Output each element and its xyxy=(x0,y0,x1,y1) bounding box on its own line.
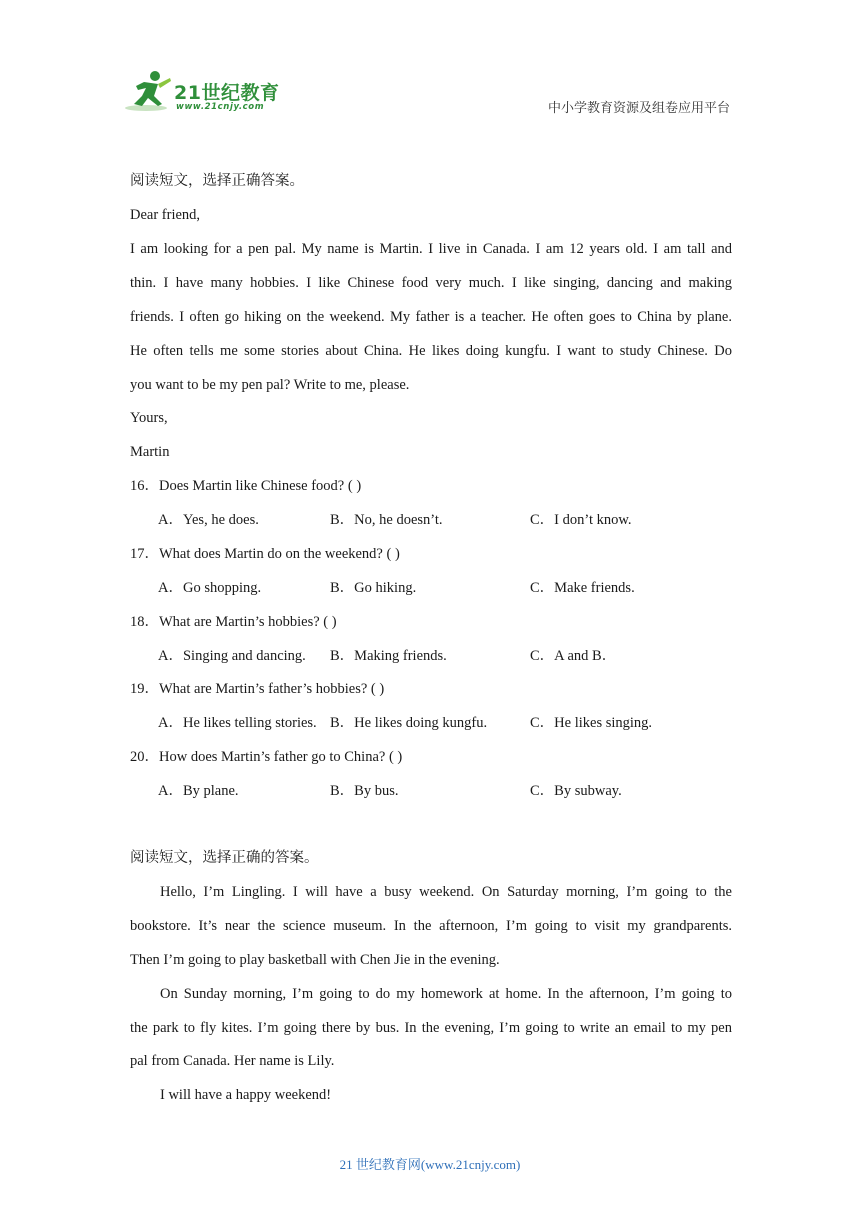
question-option-b: B．No, he doesn’t. xyxy=(330,512,443,528)
question-option-c: C．By subway. xyxy=(530,783,622,799)
letter-line: thin. I have many hobbies. I like Chinese food very much. I like singing, dancing and making xyxy=(130,275,732,291)
question-stem: 19．What are Martin’s father’s hobbies? ( ) xyxy=(130,681,385,697)
question-option-a: A．By plane. xyxy=(158,783,239,799)
letter-line: you want to be my pen pal? Write to me, please. xyxy=(130,377,410,393)
question-option-c: C．He likes singing. xyxy=(530,715,653,731)
question-stem: 20．How does Martin’s father go to China? ( ) xyxy=(130,749,403,765)
page-footer: 21 世纪教育网(www.21cnjy.com) xyxy=(339,1157,521,1172)
letter-signature: Martin xyxy=(130,444,170,460)
section2-instruction: 阅读短文，选择正确的答案。 xyxy=(130,850,319,866)
question-option-c: C．A and B． xyxy=(530,648,617,664)
passage-line: Hello, I’m Lingling. I will have a busy weekend. On Saturday morning, I’m going to the xyxy=(160,884,732,900)
question-option-a: A．Go shopping. xyxy=(158,580,262,596)
letter-closing: Yours, xyxy=(130,410,168,426)
question-option-a: A．He likes telling stories. xyxy=(158,715,317,731)
question-option-b: B．He likes doing kungfu. xyxy=(330,715,488,731)
passage-line: Then I’m going to play basketball with Chen Jie in the evening. xyxy=(130,952,500,968)
question-stem: 16．Does Martin like Chinese food? ( ) xyxy=(130,478,362,494)
letter-line: I am looking for a pen pal. My name is Martin. I live in Canada. I am 12 years old. I am tall and xyxy=(130,241,732,257)
passage-line: On Sunday morning, I’m going to do my homework at home. In the afternoon, I’m going to xyxy=(160,986,732,1002)
logo-text: 21世纪教育 xyxy=(174,82,280,104)
runner-logo-icon xyxy=(124,68,174,114)
page-header xyxy=(0,0,860,130)
section1-instruction: 阅读短文，选择正确答案。 xyxy=(130,173,304,189)
passage-line: pal from Canada. Her name is Lily. xyxy=(130,1053,335,1069)
passage-line: the park to fly kites. I’m going there by bus. In the evening, I’m going to write an email to my pen xyxy=(130,1020,732,1036)
passage-line: bookstore. It’s near the science museum. In the afternoon, I’m going to visit my grandparents. xyxy=(130,918,732,934)
passage-line: I will have a happy weekend! xyxy=(160,1087,332,1103)
logo-url: www.21cnjy.com xyxy=(176,102,265,112)
question-stem: 17．What does Martin do on the weekend? ( ) xyxy=(130,546,400,562)
question-option-c: C．I don’t know. xyxy=(530,512,632,528)
question-stem: 18．What are Martin’s hobbies? ( ) xyxy=(130,614,337,630)
question-option-b: B．Go hiking. xyxy=(330,580,417,596)
question-option-c: C．Make friends. xyxy=(530,580,635,596)
letter-salutation: Dear friend, xyxy=(130,207,201,223)
header-platform-name: 中小学教育资源及组卷应用平台 xyxy=(547,101,730,116)
letter-line: He often tells me some stories about China. He likes doing kungfu. I want to study Chinese. Do xyxy=(130,343,732,359)
question-option-a: A．Singing and dancing. xyxy=(158,648,306,664)
logo xyxy=(124,68,294,114)
question-option-a: A．Yes, he does. xyxy=(158,512,259,528)
question-option-b: B．By bus. xyxy=(330,783,399,799)
question-option-b: B．Making friends. xyxy=(330,648,447,664)
letter-line: friends. I often go hiking on the weekend. My father is a teacher. He often goes to China by plane. xyxy=(130,309,732,325)
